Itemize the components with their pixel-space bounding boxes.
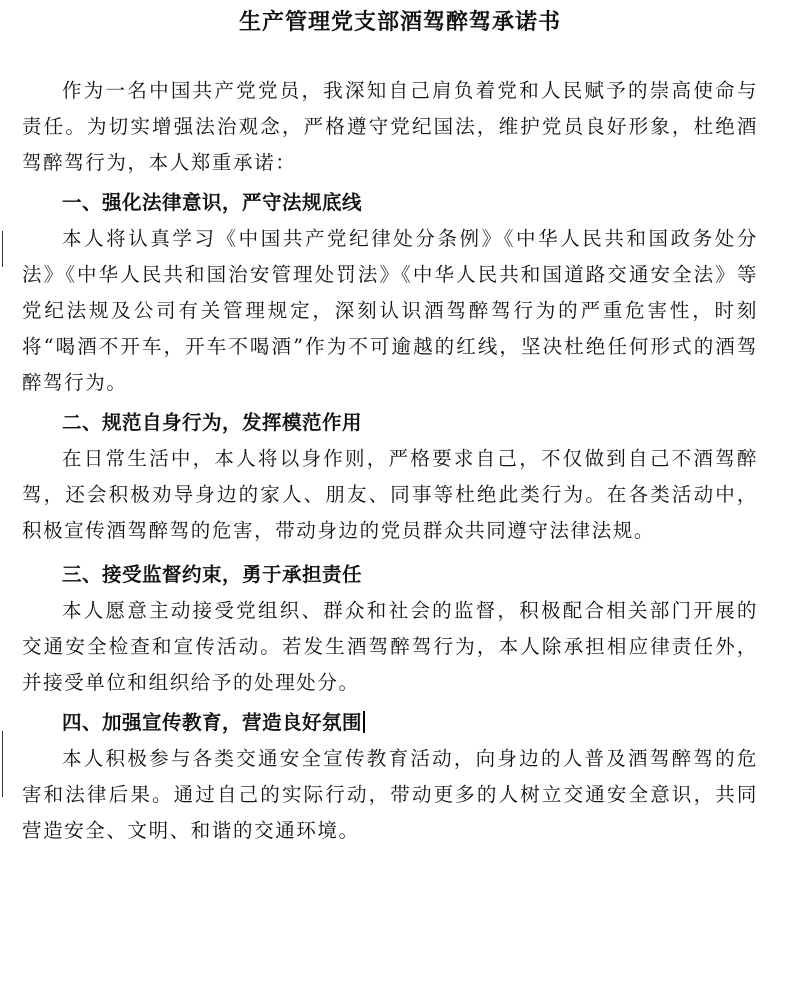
section-body-4[interactable]: 本人积极参与各类交通安全宣传教育活动，向身边的人普及酒驾醉驾的危害和法律后果。通过自己的实际行动，带动更多的人树立交通安全意识，共同营造安全、文明、和谐的交通环境。	[22, 747, 758, 842]
text-cursor	[363, 711, 365, 733]
document-body[interactable]	[22, 73, 758, 849]
intro-paragraph[interactable]: 作为一名中国共产党党员，我深知自己肩负着党和人民赋予的崇高使命与责任。为切实增强法治观念，严格遵守党纪国法，维护党员良好形象，杜绝酒驾醉驾行为，本人郑重承诺：	[22, 79, 758, 174]
margin-change-mark	[2, 231, 3, 267]
section-heading-3[interactable]: 三、接受监督约束，勇于承担责任	[62, 563, 363, 586]
section-heading-4-text: 四、加强宣传教育，营造良好氛围	[62, 711, 363, 734]
section-heading-2[interactable]: 二、规范自身行为，发挥模范作用	[62, 411, 363, 434]
margin-change-mark	[2, 761, 3, 797]
section-body-3[interactable]: 本人愿意主动接受党组织、群众和社会的监督，积极配合相关部门开展的交通安全检查和宣传活动。若发生酒驾醉驾行为，本人除承担相应律责任外，并接受单位和组织给予的处理处分。	[22, 599, 758, 694]
section-body-2[interactable]: 在日常生活中，本人将以身作则，严格要求自己，不仅做到自己不酒驾醉驾，还会积极劝导身边的家人、朋友、同事等杜绝此类行为。在各类活动中，积极宣传酒驾醉驾的危害，带动身边的党员群众共同遵守法律法规。	[22, 447, 758, 542]
section-body-1[interactable]: 本人将认真学习《中国共产党纪律处分条例》《中华人民共和国政务处分法》《中华人民共和国治安管理处罚法》《中华人民共和国道路交通安全法》等党纪法规及公司有关管理规定，深刻认识酒驾醉驾行为的严重危害性，时刻将“喝酒不开车，开车不喝酒”作为不可逾越的红线，坚决杜绝任何形式的酒驾醉驾行为。	[22, 227, 758, 394]
section-heading-4[interactable]	[22, 705, 758, 741]
section-heading-1[interactable]: 一、强化法律意识，严守法规底线	[62, 191, 363, 214]
document-title: 生产管理党支部酒驾醉驾承诺书	[238, 10, 561, 35]
